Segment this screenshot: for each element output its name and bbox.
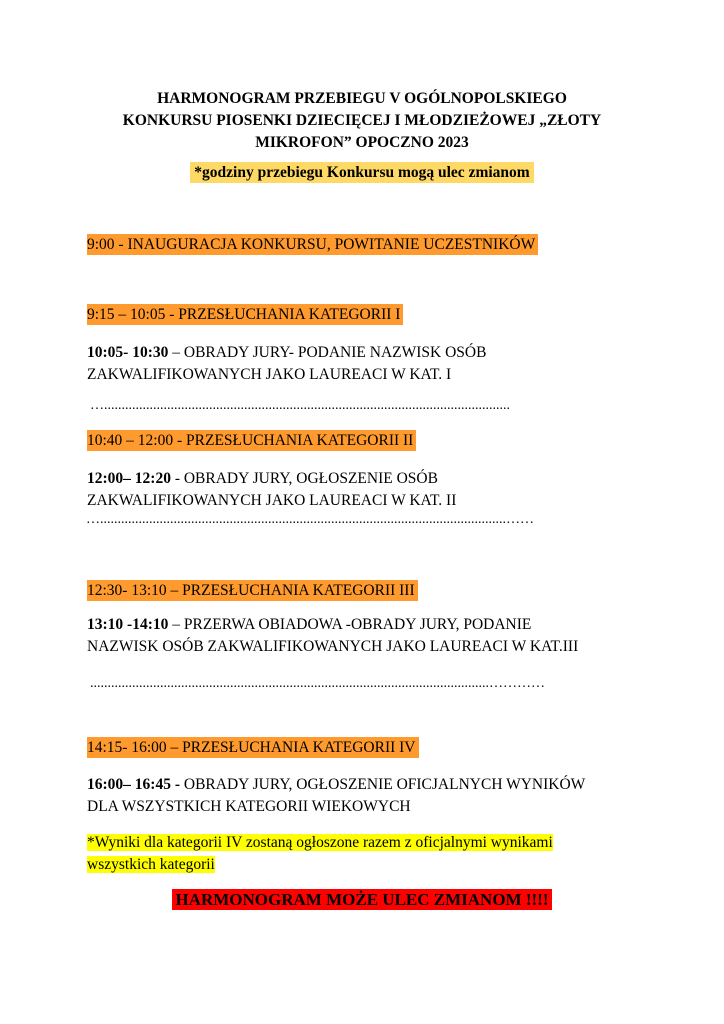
schedule-item-category-2 <box>87 430 416 452</box>
schedule-item-category-1 <box>87 304 403 326</box>
jury-3-time: 13:10 -14:10 <box>87 616 169 633</box>
title-line-3: MIKROFON” OPOCZNO 2023 <box>255 134 469 151</box>
jury-deliberation-2 <box>87 468 456 512</box>
title-line-2: KONKURSU PIOSENKI DZIECIĘCEJ I MŁODZIEŻOWEJ „ZŁOTY <box>122 112 602 129</box>
jury-2-time: 12:00– 12:20 <box>87 470 171 487</box>
category-2-auditions: 10:40 – 12:00 - PRZESŁUCHANIA KATEGORII II <box>87 430 416 451</box>
category-4-auditions: 14:15- 16:00 – PRZESŁUCHANIA KATEGORII IV <box>87 737 419 758</box>
final-warning <box>0 890 724 910</box>
jury-1-text-line-1: – OBRADY JURY- PODANIE NAZWISK OSÓB <box>168 344 487 361</box>
final-jury-time: 16:00– 16:45 - <box>87 776 180 793</box>
category-3-auditions: 12:30- 13:10 – PRZESŁUCHANIA KATEGORII III <box>87 580 418 601</box>
final-warning-text: HARMONOGRAM MOŻE ULEC ZMIANOM !!!! <box>172 889 551 910</box>
document-title <box>0 88 724 154</box>
final-jury-deliberation <box>87 774 585 818</box>
results-note-line-1: *Wyniki dla kategorii IV zostaną ogłoszone razem z oficjalnymi wynikami <box>87 834 553 851</box>
inauguration-label: 9:00 - INAUGURACJA KONKURSU, POWITANIE UCZESTNIKÓW <box>87 234 538 255</box>
schedule-change-note <box>0 164 724 182</box>
jury-3-text-line-2: NAZWISK OSÓB ZAKWALIFIKOWANYCH JAKO LAUREACI W KAT.III <box>87 638 579 655</box>
results-note-line-2: wszystkich kategorii <box>87 856 215 873</box>
schedule-item-inauguration <box>87 234 538 256</box>
jury-1-time: 10:05- 10:30 <box>87 344 169 361</box>
category-1-auditions: 9:15 – 10:05 - PRZESŁUCHANIA KATEGORII I <box>87 304 403 325</box>
final-jury-text-line-2: DLA WSZYSTKICH KATEGORII WIEKOWYCH <box>87 798 411 815</box>
dotted-line-1: ….................................................................................................................... <box>90 398 510 413</box>
results-note <box>87 832 553 876</box>
jury-3-text-line-1: – PRZERWA OBIADOWA -OBRADY JURY, PODANIE <box>168 616 532 633</box>
schedule-item-category-3 <box>87 580 418 602</box>
jury-deliberation-3 <box>87 614 578 658</box>
dotted-line-3: ..................................................................................................................………… <box>90 676 545 691</box>
jury-2-text-line-1: - OBRADY JURY, OGŁOSZENIE OSÓB <box>170 470 438 487</box>
jury-deliberation-1 <box>87 342 486 386</box>
schedule-item-category-4 <box>87 737 419 759</box>
title-line-1: HARMONOGRAM PRZEBIEGU V OGÓLNOPOLSKIEGO <box>157 90 567 107</box>
jury-2-text-line-2: ZAKWALIFIKOWANYCH JAKO LAUREACI W KAT. II <box>87 492 457 509</box>
final-jury-text-line-1: OBRADY JURY, OGŁOSZENIE OFICJALNYCH WYNIKÓW <box>180 776 586 793</box>
schedule-change-note-text: *godziny przebiegu Konkursu mogą ulec zmianom <box>190 162 533 183</box>
dotted-line-2: …....................................................................................................................…… <box>86 512 534 527</box>
jury-1-text-line-2: ZAKWALIFIKOWANYCH JAKO LAUREACI W KAT. I <box>87 366 452 383</box>
